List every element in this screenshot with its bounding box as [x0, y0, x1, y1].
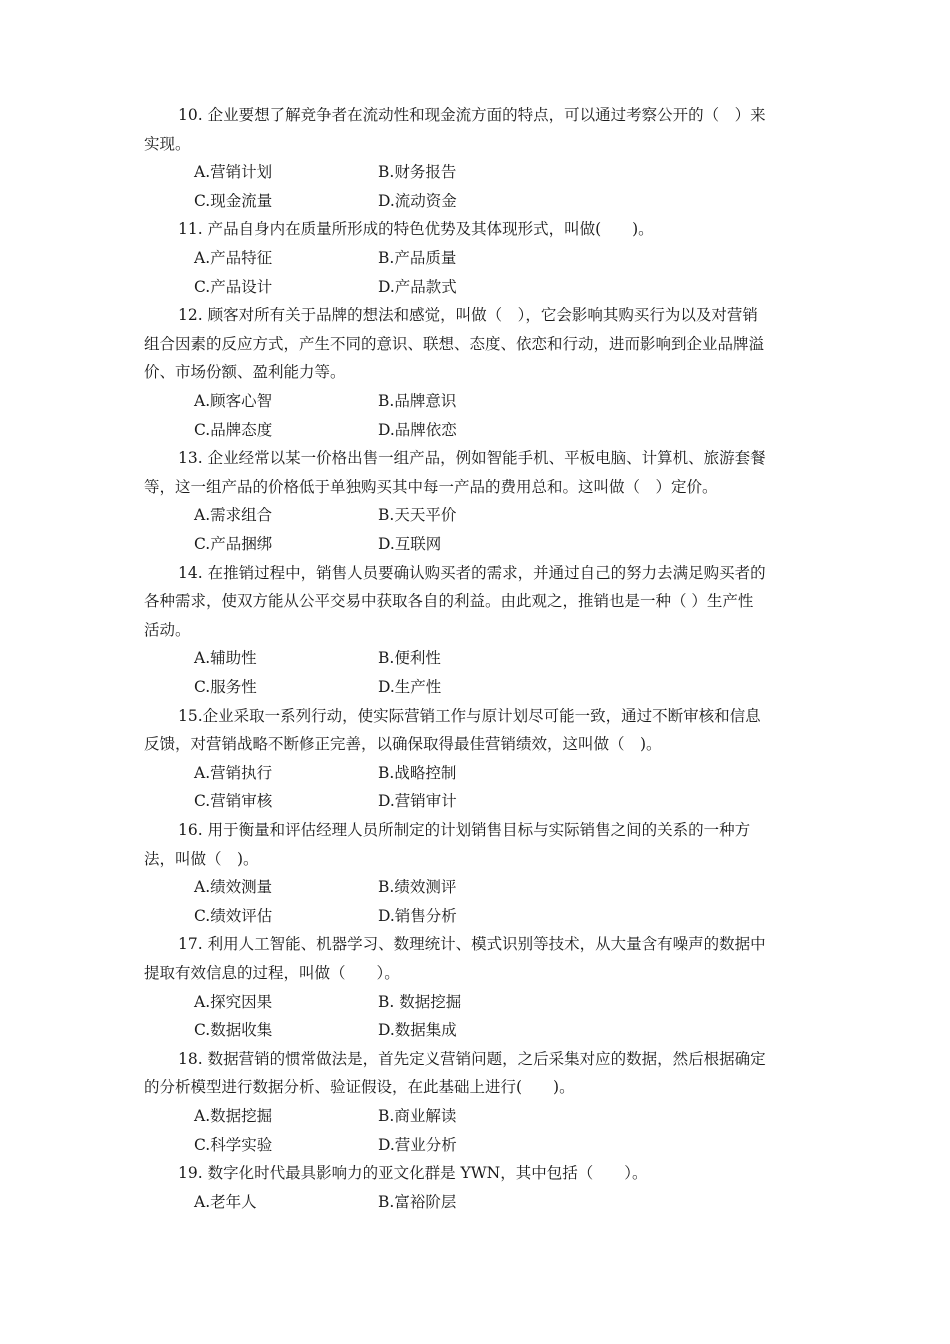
question-stem-continuation: 价、市场份额、盈利能力等。	[144, 363, 346, 382]
answer-option: D.生产性	[378, 678, 442, 696]
answer-option: C.科学实验	[194, 1135, 273, 1154]
question-stem: 16. 用于衡量和评估经理人员所制定的计划销售目标与实际销售之间的关系的一种方	[178, 821, 751, 839]
answer-option: A.产品特征	[194, 249, 273, 267]
answer-option: D.数据集成	[378, 1021, 457, 1040]
answer-option: C.品牌态度	[194, 420, 273, 439]
answer-option: B.产品质量	[378, 249, 457, 267]
answer-option: D.流动资金	[378, 191, 457, 210]
question-stem-continuation: 实现。	[144, 134, 191, 153]
answer-option: B.财务报告	[378, 163, 457, 182]
answer-option: B.品牌意识	[378, 392, 457, 410]
answer-option: A.营销执行	[194, 763, 273, 782]
answer-option: B. 数据挖掘	[378, 992, 462, 1011]
question-stem: 14. 在推销过程中，销售人员要确认购买者的需求，并通过自己的努力去满足购买者的	[178, 563, 766, 582]
answer-option: B.富裕阶层	[378, 1192, 457, 1211]
question-stem: 13. 企业经常以某一价格出售一组产品，例如智能手机、平板电脑、计算机、旅游套餐	[178, 449, 766, 468]
answer-option: C.产品捆绑	[194, 535, 273, 553]
answer-option: C.现金流量	[194, 191, 273, 210]
answer-option: B.天天平价	[378, 506, 457, 525]
answer-option: B.便利性	[378, 649, 441, 668]
answer-option: A.需求组合	[194, 506, 273, 525]
answer-option: D.品牌依恋	[378, 420, 457, 439]
question-stem-continuation: 的分析模型进行数据分析、验证假设，在此基础上进行( )。	[144, 1078, 575, 1097]
answer-option: A.绩效测量	[194, 878, 273, 897]
question-stem-continuation: 反馈，对营销战略不断修正完善，以确保取得最佳营销绩效，这叫做（ )。	[144, 735, 662, 754]
answer-option: D.营业分析	[378, 1135, 457, 1154]
question-stem: 11. 产品自身内在质量所形成的特色优势及其体现形式，叫做( )。	[178, 220, 654, 239]
question-stem: 10. 企业要想了解竞争者在流动性和现金流方面的特点，可以通过考察公开的（ ）来	[178, 106, 766, 124]
answer-option: C.数据收集	[194, 1021, 273, 1040]
answer-option: A.老年人	[194, 1192, 257, 1211]
question-stem-continuation: 等，这一组产品的价格低于单独购买其中每一产品的费用总和。这叫做（ ）定价。	[144, 477, 718, 496]
answer-option: C.服务性	[194, 678, 257, 696]
answer-option: A.探究因果	[194, 992, 273, 1011]
question-stem: 19. 数字化时代最具影响力的亚文化群是 YWN，其中包括（ ）。	[178, 1164, 648, 1183]
answer-option: C.营销审核	[194, 792, 273, 811]
answer-option: D.销售分析	[378, 906, 457, 925]
answer-option: B.绩效测评	[378, 878, 457, 897]
question-stem-continuation: 活动。	[144, 620, 191, 639]
answer-option: D.产品款式	[378, 277, 457, 296]
answer-option: A.顾客心智	[194, 392, 273, 410]
answer-option: C.绩效评估	[194, 906, 273, 925]
question-stem-continuation: 提取有效信息的过程，叫做（ ）。	[144, 964, 400, 982]
question-stem: 12. 顾客对所有关于品牌的想法和感觉，叫做（ ），它会影响其购买行为以及对营销	[178, 306, 758, 325]
question-stem: 17. 利用人工智能、机器学习、数理统计、模式识别等技术，从大量含有噪声的数据中	[178, 935, 766, 954]
question-stem: 18. 数据营销的惯常做法是，首先定义营销问题，之后采集对应的数据，然后根据确定	[178, 1049, 766, 1068]
question-stem-continuation: 组合因素的反应方式，产生不同的意识、联想、态度、依恋和行动，进而影响到企业品牌溢	[144, 334, 765, 353]
answer-option: B.战略控制	[378, 763, 457, 782]
answer-option: A.辅助性	[194, 649, 257, 668]
question-stem: 15.企业采取一系列行动，使实际营销工作与原计划尽可能一致，通过不断审核和信息	[178, 706, 761, 725]
answer-option: A.营销计划	[194, 163, 273, 182]
answer-option: B.商业解读	[378, 1107, 457, 1125]
question-stem-continuation: 各种需求，使双方能从公平交易中获取各自的利益。由此观之，推销也是一种（ ）生产性	[144, 592, 754, 611]
answer-option: A.数据挖掘	[194, 1107, 273, 1125]
question-stem-continuation: 法，叫做（ )。	[144, 849, 259, 868]
answer-option: C.产品设计	[194, 277, 273, 296]
answer-option: D.营销审计	[378, 792, 457, 811]
answer-option: D.互联网	[378, 535, 442, 553]
